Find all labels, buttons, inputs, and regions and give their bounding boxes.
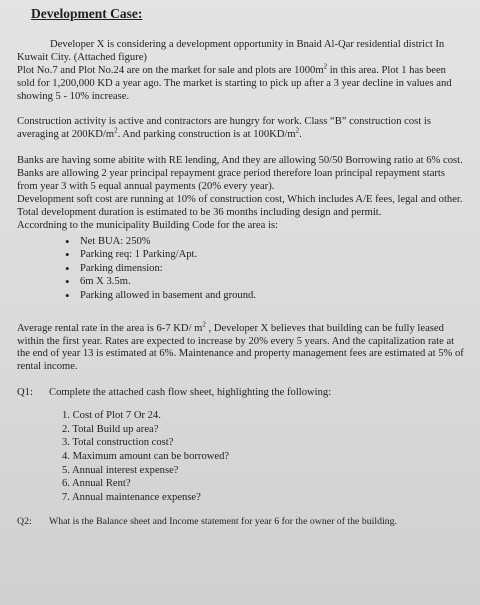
intro-paragraph: Developer X is considering a development opportunity in Bnaid Al-Qar residential district In Kuwait City. (Attached figure) xyxy=(17,38,445,63)
list-item: • 6m X 3.5m. xyxy=(65,275,466,289)
list-item: 3. Total construction cost? xyxy=(62,437,174,449)
plots-superscript: 2 xyxy=(323,62,328,71)
list-item: • Parking allowed in basement and ground. xyxy=(65,289,466,303)
question-1 xyxy=(17,387,466,400)
question-2-text: What is the Balance sheet and Income statement for year 6 for the owner of the building. xyxy=(49,516,397,528)
rental-text-a: Average rental rate in the area is 6-7 KD/ m xyxy=(17,322,203,334)
construction-paragraph xyxy=(17,116,466,142)
building-code-intro: Accordning to the municipality Building Code for the area is: xyxy=(17,219,278,231)
list-item: • Parking dimension: xyxy=(65,262,466,276)
question-2-label: Q2: xyxy=(17,516,32,528)
list-item: 5. Annual interest expense? xyxy=(62,464,179,476)
question-1-list xyxy=(17,409,466,504)
question-1-label: Q1: xyxy=(17,387,33,399)
list-item: • Net BUA: 250% xyxy=(65,235,466,249)
rental-paragraph xyxy=(17,320,466,375)
list-item: • Parking req: 1 Parking/Apt. xyxy=(65,248,466,262)
plots-text-a: Plot No.7 and Plot No.24 are on the market for sale and plots are 1000m xyxy=(17,64,324,76)
construction-text-b: . And parking construction is at 100KD/m xyxy=(117,129,296,141)
banks-paragraph: Banks are having some abitite with RE lending, And they are allowing 50/50 Borrowing ratio at 6% cost. Banks are allowing 2 year principal repayment grace period therefore loan principal repayment starts from year 3 with 5 equal annual payments (20% every year). xyxy=(17,155,463,193)
list-item: 7. Annual maintenance expense? xyxy=(62,491,201,503)
plots-text-b: in this area. Plot 1 has been sold for 1,200,000 KD a year ago. The market is starting to pick up after a 3 year decline in values and showing 5 - 10% increase. xyxy=(17,64,452,102)
plots-paragraph xyxy=(17,62,466,104)
rental-text-b: , Developer X believes that building can be fully leased within the first year. Rates are expected to increase by 20% every 5 years. And the capitalization rate at the end of year 13 is estimated at 6%. Maintenance and property management fees are estimated at 5% of rental income. xyxy=(17,322,464,373)
list-item: 6. Annual Rent? xyxy=(62,478,131,490)
rental-superscript: 2 xyxy=(202,320,206,329)
question-1-text: Complete the attached cash flow sheet, highlighting the following: xyxy=(49,387,332,399)
building-code-list xyxy=(17,235,466,303)
construction-superscript-2: 2 xyxy=(295,126,300,135)
list-item: 2. Total Build up area? xyxy=(62,423,159,435)
list-item: 4. Maximum amount can be borrowed? xyxy=(62,450,230,462)
document-title: Development Case: xyxy=(31,6,143,21)
construction-text-c: . xyxy=(299,129,302,141)
question-2 xyxy=(17,516,466,529)
construction-superscript-1: 2 xyxy=(114,126,118,135)
softcost-paragraph: Development soft cost are running at 10% of construction cost, Which includes A/E fees, legal and other. Total development duration is estimated to be 36 months including design and permit. xyxy=(17,193,463,218)
construction-text-a: Construction activity is active and contractors are hungry for work. Class “B” construction cost is averaging at 200KD/m xyxy=(17,116,431,141)
list-item: 1. Cost of Plot 7 Or 24. xyxy=(62,410,161,422)
